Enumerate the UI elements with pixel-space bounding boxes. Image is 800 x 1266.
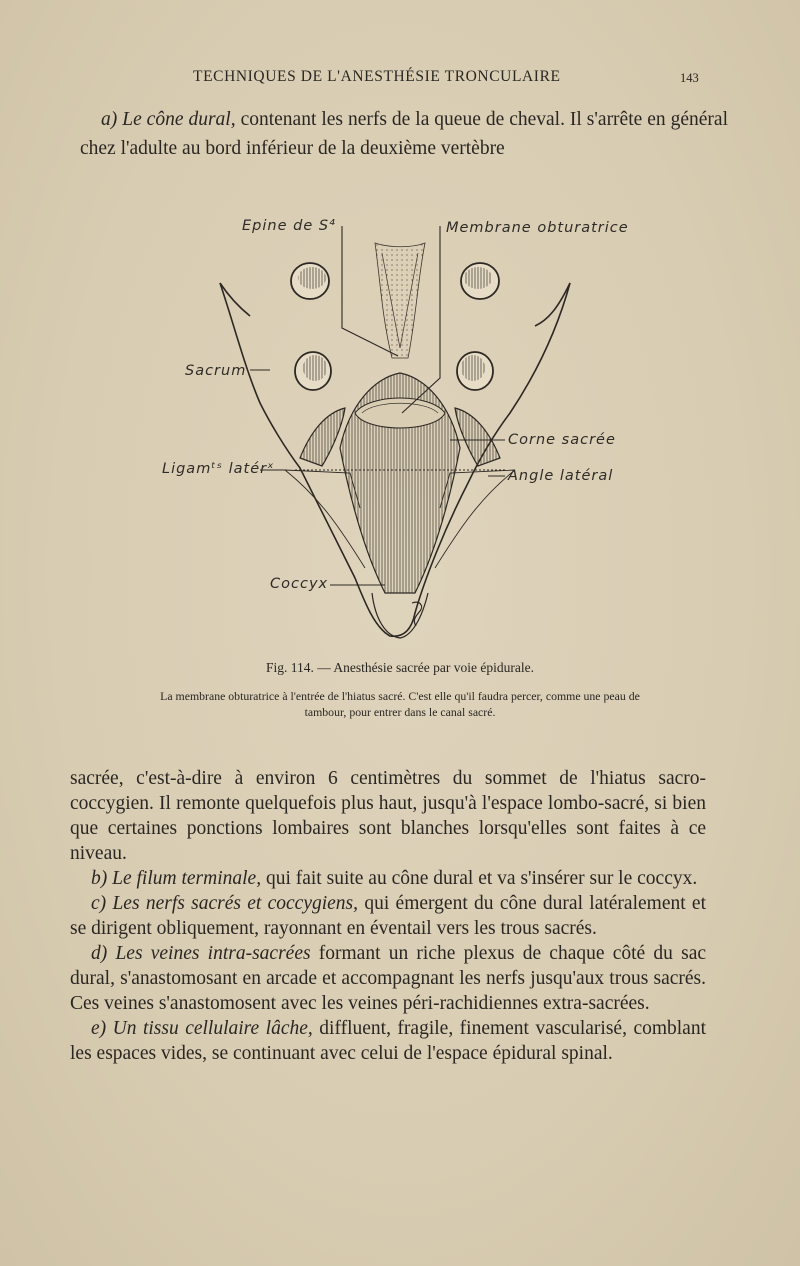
label-corne: Corne sacrée bbox=[508, 432, 616, 448]
sacral-hiatus bbox=[340, 373, 460, 593]
label-coccyx: Coccyx bbox=[270, 576, 329, 592]
item-marker: d) bbox=[91, 943, 108, 964]
label-membrane: Membrane obturatrice bbox=[446, 220, 629, 236]
running-head bbox=[0, 68, 800, 92]
figure-caption-text: La membrane obturatrice à l'entrée de l'hiatus sacré. C'est elle qu'il faudra percer, comme une peau de tambour, pour entrer dans le canal sacré. bbox=[160, 689, 640, 719]
label-sacrum: Sacrum bbox=[185, 363, 247, 379]
item-term: Les veines intra-sacrées bbox=[115, 943, 311, 964]
item-marker: b) bbox=[91, 868, 108, 889]
item-marker: e) bbox=[91, 1018, 107, 1039]
item-marker: c) bbox=[91, 893, 107, 914]
item-text: contenant les nerfs de la queue de cheval. Il s'arrête en général chez l'adulte au bord inférieur de la deuxième vertèbre bbox=[80, 109, 728, 159]
item-text: formant un riche plexus de chaque côté du sac dural, s'anastomosant en arcade et accompagnant les nerfs jusqu'aux trous sacrés. Ces veines s'anastomosent avec les veines péri-rachidiennes extra-sacrées. bbox=[70, 943, 707, 1014]
paragraph-d bbox=[70, 941, 706, 1016]
item-marker: a) bbox=[101, 109, 118, 130]
figure-114 bbox=[150, 208, 650, 648]
running-title: TECHNIQUES DE L'ANESTHÉSIE TRONCULAIRE bbox=[193, 68, 561, 85]
body-text bbox=[70, 766, 706, 1066]
paragraph-continuation: sacrée, c'est-à-dire à environ 6 centimètres du sommet de l'hiatus sacro-coccygien. Il remonte quelquefois plus haut, jusqu'à l'espace lombo-sacré, si bien que certaines ponctions lombaires sont blanches lorsqu'elles sont faites à ce niveau. bbox=[70, 768, 706, 864]
item-term: Le filum terminale, bbox=[112, 868, 262, 889]
item-term: Un tissu cellulaire lâche, bbox=[112, 1018, 313, 1039]
paragraph-c bbox=[70, 891, 706, 941]
page-number: 143 bbox=[680, 71, 699, 85]
label-ligaments: Ligamᵗˢ latérˣ bbox=[162, 461, 275, 477]
item-term: Le cône dural, bbox=[122, 109, 236, 130]
median-crest bbox=[375, 243, 425, 358]
item-text: qui fait suite au cône dural et va s'insérer sur le coccyx. bbox=[265, 868, 698, 889]
item-term: Les nerfs sacrés et coccygiens, bbox=[112, 893, 359, 914]
lead-paragraph bbox=[80, 105, 728, 163]
item-text: qui émergent du cône dural latéralement et se dirigent obliquement, rayonnant en éventail vers les trous sacrés. bbox=[70, 893, 707, 939]
figure-caption-title: Fig. 114. — Anesthésie sacrée par voie épidurale. bbox=[266, 660, 534, 675]
paragraph-b bbox=[70, 866, 706, 891]
label-epine: Epine de S⁴ bbox=[242, 218, 336, 234]
label-angle: Angle latéral bbox=[508, 468, 614, 484]
sacrum-illustration bbox=[150, 208, 650, 648]
item-text: diffluent, fragile, finement vascularisé, comblant les espaces vides, se continuant avec celui de l'espace épidural spinal. bbox=[70, 1018, 707, 1064]
paragraph-e bbox=[70, 1016, 706, 1066]
